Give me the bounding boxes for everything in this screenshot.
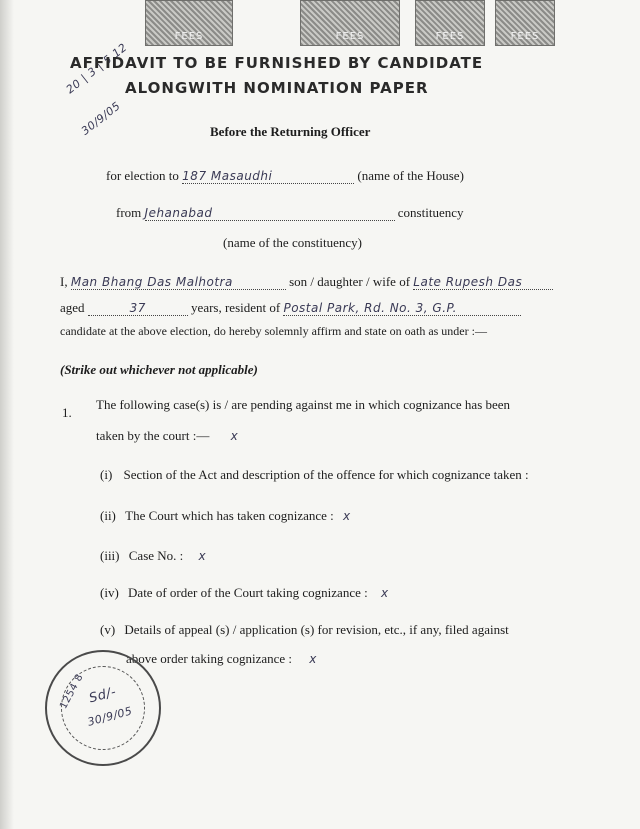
relation-label: son / daughter / wife of [289, 274, 411, 289]
subitem [100, 585, 389, 601]
subitem-text: Details of appeal (s) / application (s) for revision, etc., if any, filed against [124, 622, 509, 637]
margin-note: 20 | 3 | 5 12 [63, 40, 130, 97]
declarant-name: Man Bhang Das Malhotra [71, 275, 286, 290]
subitem-text: Date of order of the Court taking cognizance : [128, 585, 368, 600]
subitem [100, 508, 351, 524]
item-number: 1. [62, 405, 72, 420]
page-subtitle: Before the Returning Officer [210, 124, 371, 139]
handwritten-mark: x [343, 509, 351, 523]
election-suffix: (name of the House) [357, 168, 464, 183]
years-label: years, resident of [191, 300, 281, 315]
subitem [100, 548, 206, 564]
declarant-prefix: I, [60, 274, 68, 289]
court-fee-stamps [145, 0, 555, 46]
oath-statement: candidate at the above election, do hereby solemnly affirm and state on oath as under :— [60, 324, 487, 338]
subitem-label: (i) [100, 467, 113, 482]
court-fee-stamp: FEES [300, 0, 400, 46]
constituency-note: (name of the constituency) [223, 235, 362, 250]
constituency-line [116, 205, 464, 221]
constituency-prefix: from [116, 205, 142, 220]
handwritten-mark: x [309, 652, 317, 666]
aged-label: aged [60, 300, 85, 315]
subitem-label: (v) [100, 622, 116, 637]
item-1-text-line2 [96, 428, 238, 444]
seal-ring-text: 1254 8 [58, 672, 86, 711]
subitem-text: Section of the Act and description of the offence for which cognizance taken : [123, 467, 529, 482]
constituency-suffix: constituency [397, 205, 464, 220]
subitem-continuation [126, 651, 317, 667]
document-title-line2: ALONGWITH NOMINATION PAPER [125, 79, 429, 97]
seal-date: 30/9/05 [86, 704, 134, 729]
subitem-label: (iii) [100, 548, 120, 563]
document-title: AFFIDAVIT TO BE FURNISHED BY CANDIDATE [70, 54, 484, 72]
constituency-value: Jehanabad [145, 206, 395, 221]
handwritten-mark: x [380, 586, 389, 600]
subitem [100, 622, 509, 638]
subitem-label: (ii) [100, 508, 116, 523]
subitem-text: The Court which has taken cognizance : [125, 508, 334, 523]
election-prefix: for election to [106, 168, 179, 183]
item-1-text: The following case(s) is / are pending against me in which cognizance has been [96, 397, 511, 412]
seal-signature: Sd/- [87, 684, 119, 707]
election-value: 187 Masaudhi [182, 169, 354, 184]
parent-name: Late Rupesh Das [413, 275, 553, 290]
age-address-line [60, 300, 521, 316]
subitem-label: (iv) [100, 585, 119, 600]
subitem [100, 467, 529, 483]
court-fee-stamp: FEES [495, 0, 555, 46]
margin-note-date: 30/9/05 [78, 99, 124, 138]
court-fee-stamp: FEES [145, 0, 233, 46]
item-1-line2-text: taken by the court :— [96, 428, 210, 443]
strike-note: (Strike out whichever not applicable) [60, 362, 258, 377]
age-value: 37 [88, 301, 188, 316]
handwritten-mark: x [230, 429, 239, 443]
court-fee-stamp: FEES [415, 0, 485, 46]
subitem-text: Case No. : [128, 548, 184, 563]
election-line [106, 168, 464, 184]
official-seal [45, 650, 161, 766]
address-value: Postal Park, Rd. No. 3, G.P. [283, 301, 521, 316]
subitem-text: above order taking cognizance : [126, 651, 293, 666]
handwritten-mark: x [198, 549, 207, 563]
declarant-line [60, 274, 553, 290]
